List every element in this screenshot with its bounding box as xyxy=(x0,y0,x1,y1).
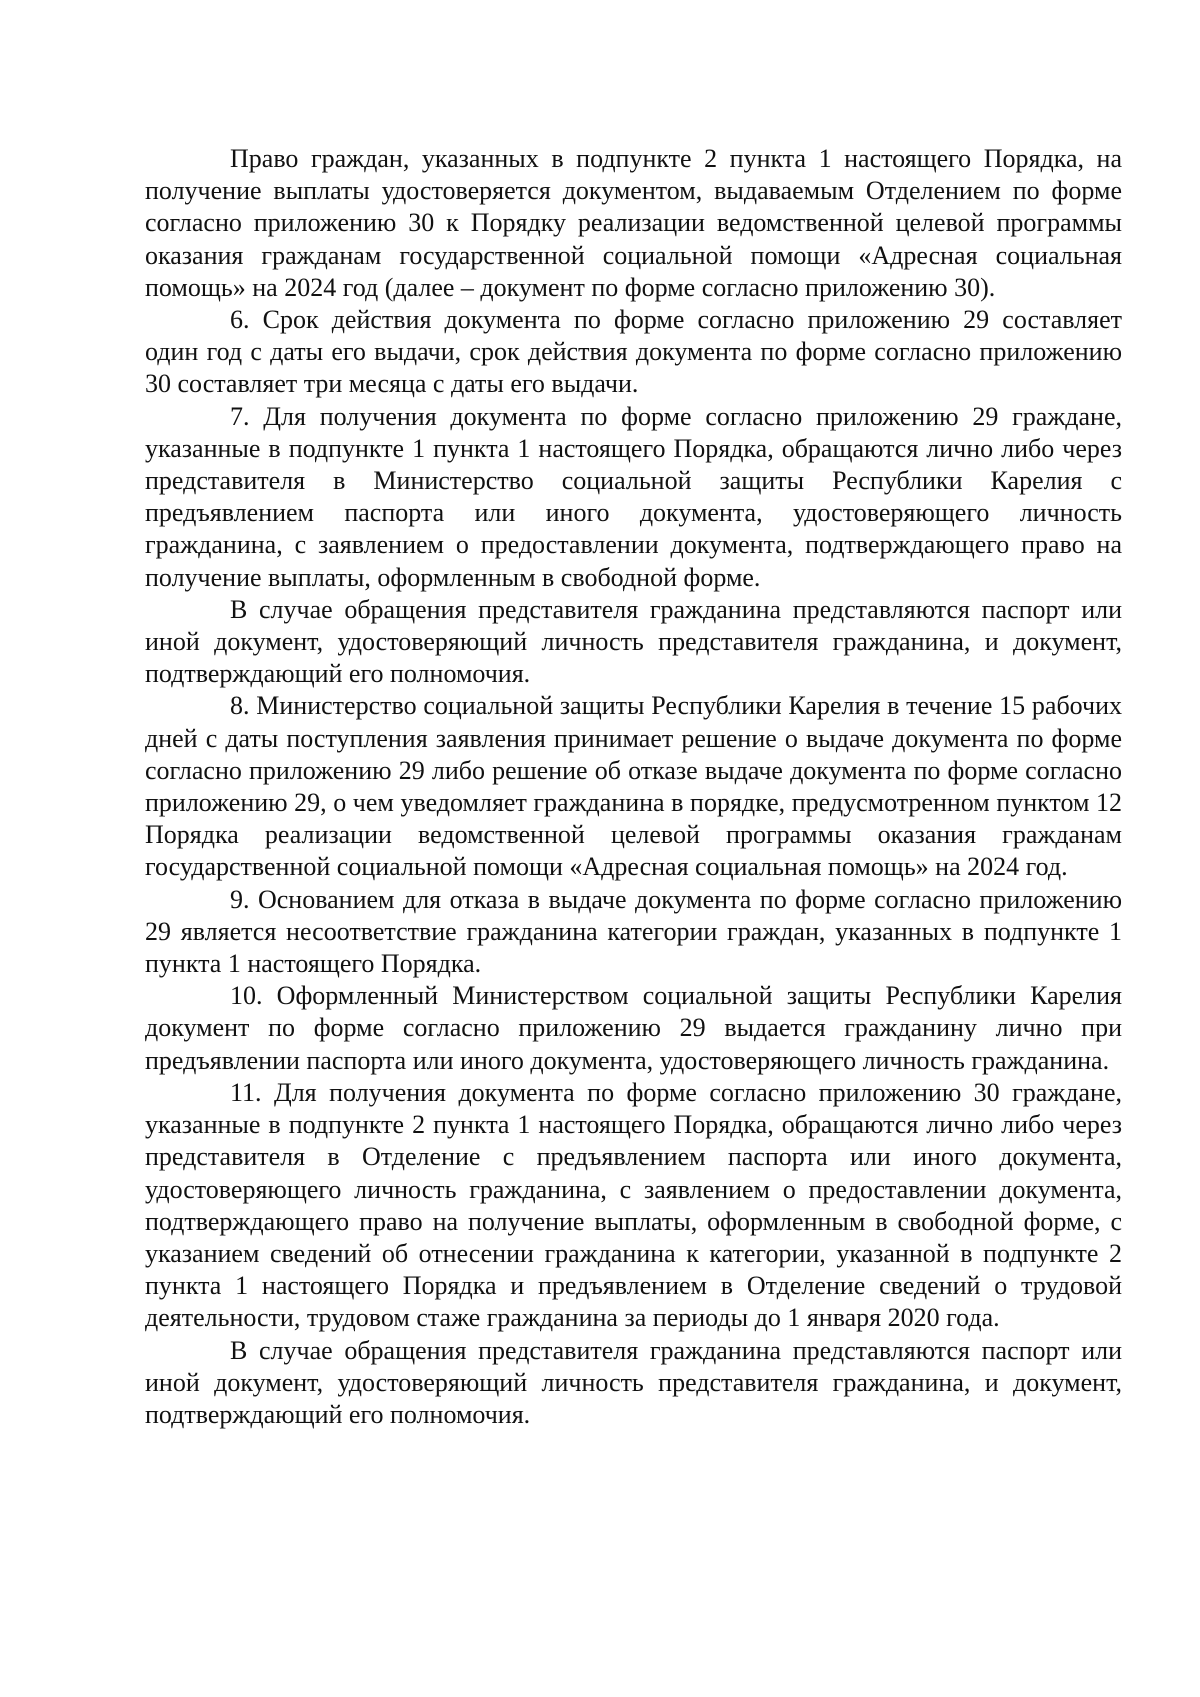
paragraph-item-9: 9. Основанием для отказа в выдаче документа по форме согласно приложению 29 является несоответствие гражданина категории граждан, указанных в подпункте 1 пункта 1 настоящего Порядка. xyxy=(145,884,1122,979)
paragraph-right-of-citizens: Право граждан, указанных в подпункте 2 пункта 1 настоящего Порядка, на получение выплаты удостоверяется документом, выдаваемым Отделением по форме согласно приложению 30 к Порядку реализации ведомственной целевой программы оказания гражданам государственной социальной помощи «Адресная социальная помощь» на 2024 год (далее – документ по форме согласно приложению 30). xyxy=(145,144,1122,302)
paragraph-item-6: 6. Срок действия документа по форме согласно приложению 29 составляет один год с даты его выдачи, срок действия документа по форме согласно приложению 30 составляет три месяца с даты его выдачи. xyxy=(145,305,1122,399)
document-page xyxy=(145,143,1122,1431)
paragraph-representative-2: В случае обращения представителя гражданина представляются паспорт или иной документ, удостоверяющий личность представителя гражданина, и документ, подтверждающий его полномочия. xyxy=(145,1335,1122,1429)
paragraph-item-7: 7. Для получения документа по форме согласно приложению 29 граждане, указанные в подпункте 1 пункта 1 настоящего Порядка, обращаются лично либо через представителя в Министерство социальной защиты Республики Карелия с предъявлением паспорта или иного документа, удостоверяющего личность гражданина, с заявлением о предоставлении документа, подтверждающего право на получение выплаты, оформленным в свободной форме. xyxy=(145,401,1122,592)
paragraph-item-11: 11. Для получения документа по форме согласно приложению 30 граждане, указанные в подпункте 2 пункта 1 настоящего Порядка, обращаются лично либо через представителя в Отделение с предъявлением паспорта или иного документа, удостоверяющего личность гражданина, с заявлением о предоставлении документа, подтверждающего право на получение выплаты, оформленным в свободной форме, с указанием сведений об отнесении гражданина к категории, указанной в подпункте 2 пункта 1 настоящего Порядка и предъявлением в Отделение сведений о трудовой деятельности, трудовом стаже гражданина за периоды до 1 января 2020 года. xyxy=(145,1077,1122,1333)
paragraph-item-10: 10. Оформленный Министерством социальной защиты Республики Карелия документ по форме согласно приложению 29 выдается гражданину лично при предъявлении паспорта или иного документа, удостоверяющего личность гражданина. xyxy=(145,981,1122,1075)
paragraph-representative-1: В случае обращения представителя гражданина представляются паспорт или иной документ, удостоверяющий личность представителя гражданина, и документ, подтверждающий его полномочия. xyxy=(145,594,1122,689)
paragraph-item-8: 8. Министерство социальной защиты Республики Карелия в течение 15 рабочих дней с даты поступления заявления принимает решение о выдаче документа по форме согласно приложению 29 либо решение об отказе выдаче документа по форме согласно приложению 29, о чем уведомляет гражданина в порядке, предусмотренном пунктом 12 Порядка реализации ведомственной целевой программы оказания гражданам государственной социальной помощи «Адресная социальная помощь» на 2024 год. xyxy=(145,691,1122,882)
